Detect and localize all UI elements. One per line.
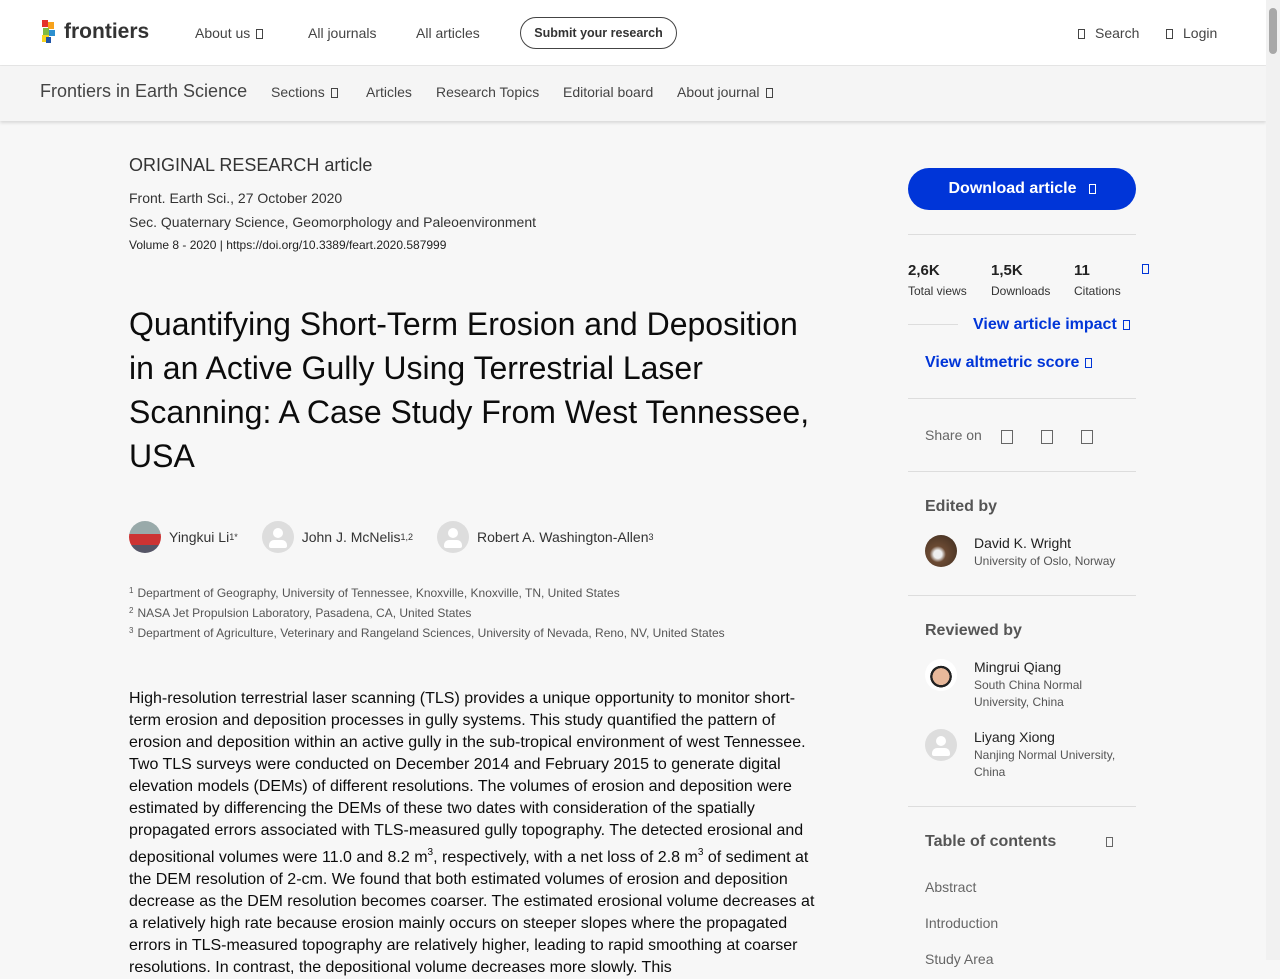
superscript: 3 <box>427 847 434 858</box>
superscript: 3 <box>697 847 704 858</box>
scrollbar-thumb[interactable] <box>1269 8 1277 54</box>
download-label: Download article <box>948 180 1077 197</box>
author[interactable] <box>262 521 413 553</box>
divider <box>908 471 1136 472</box>
frontiers-logo[interactable] <box>40 20 149 44</box>
toc-heading: Table of contents <box>925 833 1057 850</box>
stat-value: 1,5K <box>991 262 1023 279</box>
subnav-editorial-board[interactable]: Editorial board <box>563 84 654 100</box>
abstract-part: High-resolution terrestrial laser scanning (TLS) provides a unique opportunity to monitor short-term erosion and deposition processes in gully systems. This study quantified the pattern of erosion and deposition within an active gully in the sub-tropical environment of west Tennessee. Two TLS surveys were conducted on December 2014 and February 2015 to generate digital elevation models (DEMs) of different resolutions. The volumes of erosion and deposition were estimated by differencing the DEMs of these two dates with consideration of the spatially propagated errors associated with TLS-measured gully topography. The detected erosional and depositional volumes were 11.0 and 8.2 m <box>129 690 806 866</box>
submit-research-button[interactable]: Submit your research <box>520 17 677 49</box>
chevron-down-icon <box>331 88 338 98</box>
stat-downloads <box>991 262 1050 298</box>
divider <box>908 595 1136 596</box>
avatar <box>925 659 957 691</box>
affiliation-text: NASA Jet Propulsion Laboratory, Pasadena, CA, United States <box>137 606 472 620</box>
subnav-about-journal[interactable] <box>677 84 773 100</box>
divider <box>908 324 958 325</box>
person-affiliation: South China Normal University, China <box>974 678 1083 709</box>
logo-icon <box>40 20 60 44</box>
stat-label: Downloads <box>991 284 1051 298</box>
login-label: Login <box>1183 25 1218 41</box>
person-affiliation: Nanjing Normal University, China <box>974 748 1116 779</box>
view-altmetric-link[interactable] <box>925 354 1092 372</box>
person-affiliation: University of Oslo, Norway <box>974 554 1116 568</box>
doi-link[interactable]: https://doi.org/10.3389/feart.2020.587999 <box>226 238 447 252</box>
view-article-impact-link[interactable] <box>973 316 1130 334</box>
author[interactable] <box>437 521 653 553</box>
author-affiliation-marker: 1,2 <box>400 532 414 542</box>
author-list <box>129 521 678 553</box>
avatar <box>925 535 957 567</box>
edited-by-heading: Edited by <box>925 498 998 515</box>
subnav-label: Sections <box>271 84 325 100</box>
author-name: Robert A. Washington-Allen <box>477 529 649 545</box>
affiliation-text: Department of Geography, University of Tennessee, Knoxville, Knoxville, TN, United States <box>137 586 620 600</box>
toc-item-study-area[interactable]: Study Area <box>925 951 994 967</box>
author-name: John J. McNelis <box>301 529 401 545</box>
affiliation <box>129 602 725 622</box>
journal-title[interactable]: Frontiers in Earth Science <box>40 81 248 101</box>
search-button[interactable] <box>1078 25 1139 41</box>
share-label: Share on <box>925 427 982 443</box>
article-title: Quantifying Short-Term Erosion and Deposition in an Active Gully Using Terrestrial Laser Scanning: A Case Study From West Tennessee, USA <box>129 306 810 474</box>
stat-label: Citations <box>1074 284 1121 298</box>
journal-navigation <box>0 66 1266 121</box>
top-navigation <box>0 0 1266 66</box>
author-affiliation-marker: 3 <box>648 532 654 542</box>
article-type: ORIGINAL RESEARCH article <box>129 155 373 175</box>
link-label: View altmetric score <box>925 354 1080 371</box>
affiliation-number: 3 <box>129 626 134 635</box>
editor[interactable] <box>925 535 1124 570</box>
stat-value: 11 <box>1074 262 1090 279</box>
nav-label: About us <box>195 25 251 41</box>
subnav-label: About journal <box>677 84 760 100</box>
scrollbar[interactable] <box>1266 0 1280 960</box>
download-icon <box>1089 184 1096 194</box>
stat-citations <box>1074 262 1121 298</box>
person-name: David K. Wright <box>974 535 1071 551</box>
toc-item-abstract[interactable]: Abstract <box>925 879 977 895</box>
subnav-sections[interactable] <box>271 84 338 100</box>
affiliation <box>129 582 725 602</box>
reviewer[interactable] <box>925 729 1124 781</box>
external-link-icon <box>1123 320 1130 330</box>
stat-label: Total views <box>908 284 967 298</box>
affiliation-text: Department of Agriculture, Veterinary and Rangeland Sciences, University of Nevada, Reno, NV, United States <box>137 626 725 640</box>
abstract-part: , respectively, with a net loss of 2.8 m <box>433 849 698 866</box>
toc-item-introduction[interactable]: Introduction <box>925 915 999 931</box>
avatar-placeholder <box>437 521 469 553</box>
author[interactable] <box>129 521 238 553</box>
reviewed-by-heading: Reviewed by <box>925 622 1022 639</box>
person-name: Mingrui Qiang <box>974 659 1062 675</box>
abstract-part: of sediment at the DEM resolution of 2-cm. We found that both estimated volumes of erosion and deposition decrease as the DEM resolution becomes coarser. The estimated erosional volume decreases at a relatively high rate because erosion mainly occurs on steeper slopes where the propagated errors in TLS-measured topography are relatively higher, leading to rapid smoothing at coarser resolutions. In contrast, the depositional volume decreases more slowly. This <box>129 849 815 976</box>
author-name: Yingkui Li <box>169 529 230 545</box>
article-citation: Front. Earth Sci., 27 October 2020 <box>129 190 343 206</box>
author-affiliation-marker: 1* <box>229 532 238 542</box>
link-label: View article impact <box>973 316 1117 333</box>
search-label: Search <box>1095 25 1140 41</box>
divider <box>908 806 1136 807</box>
article-section[interactable]: Sec. Quaternary Science, Geomorphology and Paleoenvironment <box>129 214 537 230</box>
avatar <box>129 521 161 553</box>
facebook-icon[interactable] <box>1081 430 1093 444</box>
person-name: Liyang Xiong <box>974 729 1055 745</box>
avatar-placeholder <box>262 521 294 553</box>
toc-toggle-icon[interactable] <box>1106 837 1113 847</box>
twitter-icon[interactable] <box>1041 430 1053 444</box>
abstract-text <box>129 688 819 976</box>
external-link-icon <box>1085 358 1092 368</box>
info-icon[interactable] <box>1142 264 1149 274</box>
download-article-button[interactable] <box>908 168 1136 210</box>
reviewer[interactable] <box>925 659 1124 711</box>
divider <box>908 398 1136 399</box>
brand-name: frontiers <box>64 20 150 43</box>
chevron-down-icon <box>766 88 773 98</box>
subnav-research-topics[interactable]: Research Topics <box>436 84 540 100</box>
nav-about-us[interactable] <box>195 25 263 41</box>
separator: | <box>219 238 223 252</box>
user-icon <box>1166 29 1173 39</box>
affiliations <box>129 582 725 642</box>
volume: Volume 8 - 2020 <box>129 238 217 252</box>
login-button[interactable] <box>1166 25 1217 41</box>
chevron-down-icon <box>256 29 263 39</box>
nav-all-journals[interactable]: All journals <box>308 25 377 41</box>
affiliation-number: 1 <box>129 586 134 595</box>
search-icon <box>1078 29 1085 39</box>
affiliation-number: 2 <box>129 606 134 615</box>
linkedin-icon[interactable] <box>1001 430 1013 444</box>
stat-total-views <box>908 262 967 298</box>
divider <box>908 234 1136 235</box>
subnav-articles[interactable]: Articles <box>366 84 412 100</box>
avatar-placeholder <box>925 729 957 761</box>
nav-all-articles[interactable]: All articles <box>416 25 480 41</box>
stat-value: 2,6K <box>908 262 940 279</box>
article-volume-doi <box>129 238 446 252</box>
affiliation <box>129 622 725 642</box>
